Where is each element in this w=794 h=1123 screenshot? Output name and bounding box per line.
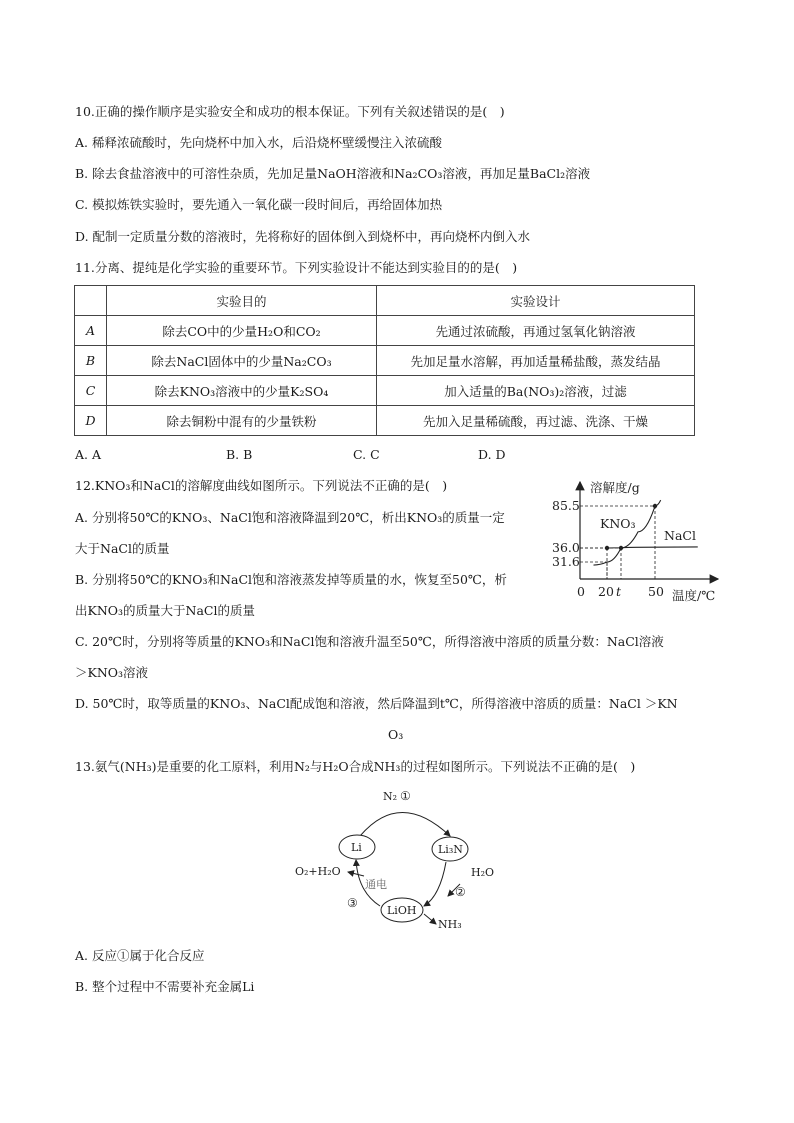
step3-label: ③ xyxy=(347,896,358,910)
q11-stem: 11.分离、提纯是化学实验的重要环节。下列实验设计不能达到实验目的的是( ) xyxy=(75,260,518,275)
q12-option-d-line1: D. 50℃时，取等质量的KNO₃、NaCl配成饱和溶液，然后降温到t℃，所得溶液中溶质的质量：NaCl ＞KN xyxy=(75,696,678,711)
table-cell-purpose: 除去NaCl固体中的少量Na₂CO₃ xyxy=(107,346,377,376)
lioh-label: LiOH xyxy=(387,904,417,917)
q13-stem: 13.氨气(NH₃)是重要的化工原料，利用N₂与H₂O合成NH₃的过程如图所示。下列说法不正确的是( ) xyxy=(75,759,636,774)
q12-option-a-line2: 大于NaCl的质量 xyxy=(75,541,170,556)
q12-option-c-line2: ＞KNO₃溶液 xyxy=(75,665,149,680)
y-tick-label: 85.5 xyxy=(552,498,580,513)
q12-option-c-line1: C. 20℃时，分别将等质量的KNO₃和NaCl饱和溶液升温至50℃，所得溶液中溶质的质量分数：NaCl溶液 xyxy=(75,634,664,649)
series-label-nacl: NaCl xyxy=(664,528,696,543)
q11-choice-d: D. D xyxy=(478,447,506,462)
table-header-cell: 实验目的 xyxy=(107,286,377,316)
x-tick-label: 0 xyxy=(577,584,585,599)
x-axis-label: 温度/℃ xyxy=(672,588,716,603)
data-point xyxy=(653,504,657,508)
q12-option-b-line2: 出KNO₃的质量大于NaCl的质量 xyxy=(75,603,255,618)
y-tick-label: 36.0 xyxy=(552,540,580,555)
table-cell-design: 先加足量水溶解，再加适量稀盐酸，蒸发结晶 xyxy=(377,346,695,376)
ammonia-cycle-diagram xyxy=(290,784,520,934)
q11-choice-b: B. B xyxy=(226,447,253,462)
q12-stem: 12.KNO₃和NaCl的溶解度曲线如图所示。下列说法不正确的是( ) xyxy=(75,478,448,493)
q10-option-c: C. 模拟炼铁实验时，要先通入一氧化碳一段时间后，再给固体加热 xyxy=(75,197,443,212)
o2-h2o-label: O₂+H₂O xyxy=(295,865,341,878)
q12-option-b-line1: B. 分别将50℃的KNO₃和NaCl饱和溶液蒸发掉等质量的水，恢复至50℃，析 xyxy=(75,572,507,587)
li-label: Li xyxy=(351,841,362,854)
h2o-label: H₂O xyxy=(471,866,495,879)
q10-option-b: B. 除去食盐溶液中的可溶性杂质，先加足量NaOH溶液和Na₂CO₃溶液，再加足量BaCl₂溶液 xyxy=(75,166,591,181)
solubility-chart xyxy=(540,476,730,608)
q12-option-d-line2: O₃ xyxy=(388,727,404,742)
table-row xyxy=(75,316,695,346)
data-point xyxy=(619,546,623,550)
q10-stem: 10.正确的操作顺序是实验安全和成功的根本保证。下列有关叙述错误的是( ) xyxy=(75,104,505,119)
table-header-row xyxy=(75,286,695,316)
n2-label: N₂ xyxy=(383,790,398,803)
q12-option-a-line1: A. 分别将50℃的KNO₃、NaCl饱和溶液降温到20℃，析出KNO₃的质量一定 xyxy=(75,510,505,525)
tongdian-label: 通电 xyxy=(365,878,387,891)
table-row xyxy=(75,376,695,406)
q13-option-b: B. 整个过程中不需要补充金属Li xyxy=(75,979,255,994)
table-cell-design: 加入适量的Ba(NO₃)₂溶液，过滤 xyxy=(377,376,695,406)
q11-choice-a: A. A xyxy=(75,447,102,462)
table-header-cell xyxy=(75,286,107,316)
series-line-kno3 xyxy=(594,500,661,565)
table-row xyxy=(75,346,695,376)
table-cell-option: B xyxy=(75,346,107,376)
table-cell-purpose: 除去CO中的少量H₂O和CO₂ xyxy=(107,316,377,346)
step2-label: ② xyxy=(455,885,466,899)
q13-option-a: A. 反应①属于化合反应 xyxy=(75,948,205,963)
table-header-cell: 实验设计 xyxy=(377,286,695,316)
q11-table xyxy=(74,285,695,436)
q11-choice-c: C. C xyxy=(353,447,380,462)
y-axis-label: 溶解度/g xyxy=(590,480,640,495)
series-label-kno3: KNO₃ xyxy=(600,516,636,531)
nh3-label: NH₃ xyxy=(438,918,462,931)
y-tick-label: 31.6 xyxy=(552,554,580,569)
q10-option-a: A. 稀释浓硫酸时，先向烧杯中加入水，后沿烧杯壁缓慢注入浓硫酸 xyxy=(75,135,442,150)
table-cell-design: 先通过浓硫酸，再通过氢氧化钠溶液 xyxy=(377,316,695,346)
x-tick-label: 20 xyxy=(598,584,614,599)
table-cell-option: A xyxy=(75,316,107,346)
table-row xyxy=(75,406,695,436)
li3n-label: Li₃N xyxy=(438,843,463,856)
table-cell-design: 先加入足量稀硫酸，再过滤、洗涤、干燥 xyxy=(377,406,695,436)
x-tick-label: 50 xyxy=(648,584,664,599)
table-cell-option: D xyxy=(75,406,107,436)
step1-label: ① xyxy=(400,789,411,803)
x-tick-label: t xyxy=(616,584,622,599)
table-cell-option: C xyxy=(75,376,107,406)
table-cell-purpose: 除去铜粉中混有的少量铁粉 xyxy=(107,406,377,436)
q10-option-d: D. 配制一定质量分数的溶液时，先将称好的固体倒入到烧杯中，再向烧杯内倒入水 xyxy=(75,229,531,244)
table-cell-purpose: 除去KNO₃溶液中的少量K₂SO₄ xyxy=(107,376,377,406)
